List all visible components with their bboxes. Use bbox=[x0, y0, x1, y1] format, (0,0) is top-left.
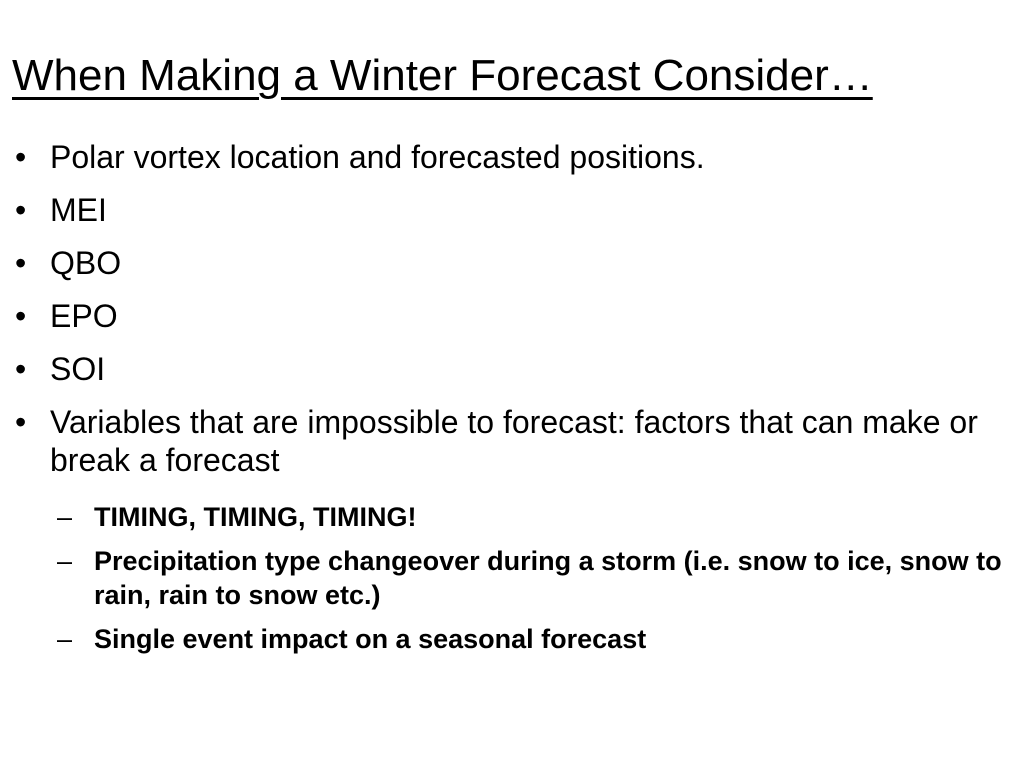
bullet-marker: • bbox=[15, 139, 27, 175]
bullet-item bbox=[12, 244, 1012, 282]
sub-bullet-item bbox=[57, 500, 1024, 534]
bullet-text: MEI bbox=[50, 192, 107, 228]
bullet-marker: • bbox=[15, 404, 27, 440]
bullet-text: EPO bbox=[50, 298, 118, 334]
sub-bullet-text: Precipitation type changeover during a storm (i.e. snow to ice, snow to rain, rain to snow etc.) bbox=[94, 546, 1002, 610]
sub-bullet-item bbox=[57, 544, 1024, 612]
bullet-text: SOI bbox=[50, 351, 106, 387]
sub-bullet-item bbox=[57, 622, 1024, 656]
bullet-text: QBO bbox=[50, 245, 122, 281]
sub-bullet-list bbox=[12, 500, 1024, 666]
bullet-list bbox=[12, 138, 1012, 483]
bullet-text: Polar vortex location and forecasted positions. bbox=[50, 139, 705, 175]
bullet-item bbox=[12, 138, 1012, 176]
dash-marker: – bbox=[57, 502, 73, 532]
bullet-item bbox=[12, 403, 1012, 479]
bullet-item bbox=[12, 297, 1012, 335]
bullet-item bbox=[12, 350, 1012, 388]
bullet-marker: • bbox=[15, 245, 27, 281]
bullet-marker: • bbox=[15, 298, 27, 334]
sub-bullet-text: TIMING, TIMING, TIMING! bbox=[94, 502, 417, 532]
bullet-marker: • bbox=[15, 192, 27, 228]
dash-marker: – bbox=[57, 624, 73, 654]
dash-marker: – bbox=[57, 546, 73, 576]
sub-bullet-text: Single event impact on a seasonal forecast bbox=[94, 624, 647, 654]
slide-title: When Making a Winter Forecast Consider… bbox=[12, 51, 873, 100]
bullet-item bbox=[12, 191, 1012, 229]
bullet-marker: • bbox=[15, 351, 27, 387]
bullet-text: Variables that are impossible to forecast: factors that can make or break a forecast bbox=[50, 404, 978, 478]
